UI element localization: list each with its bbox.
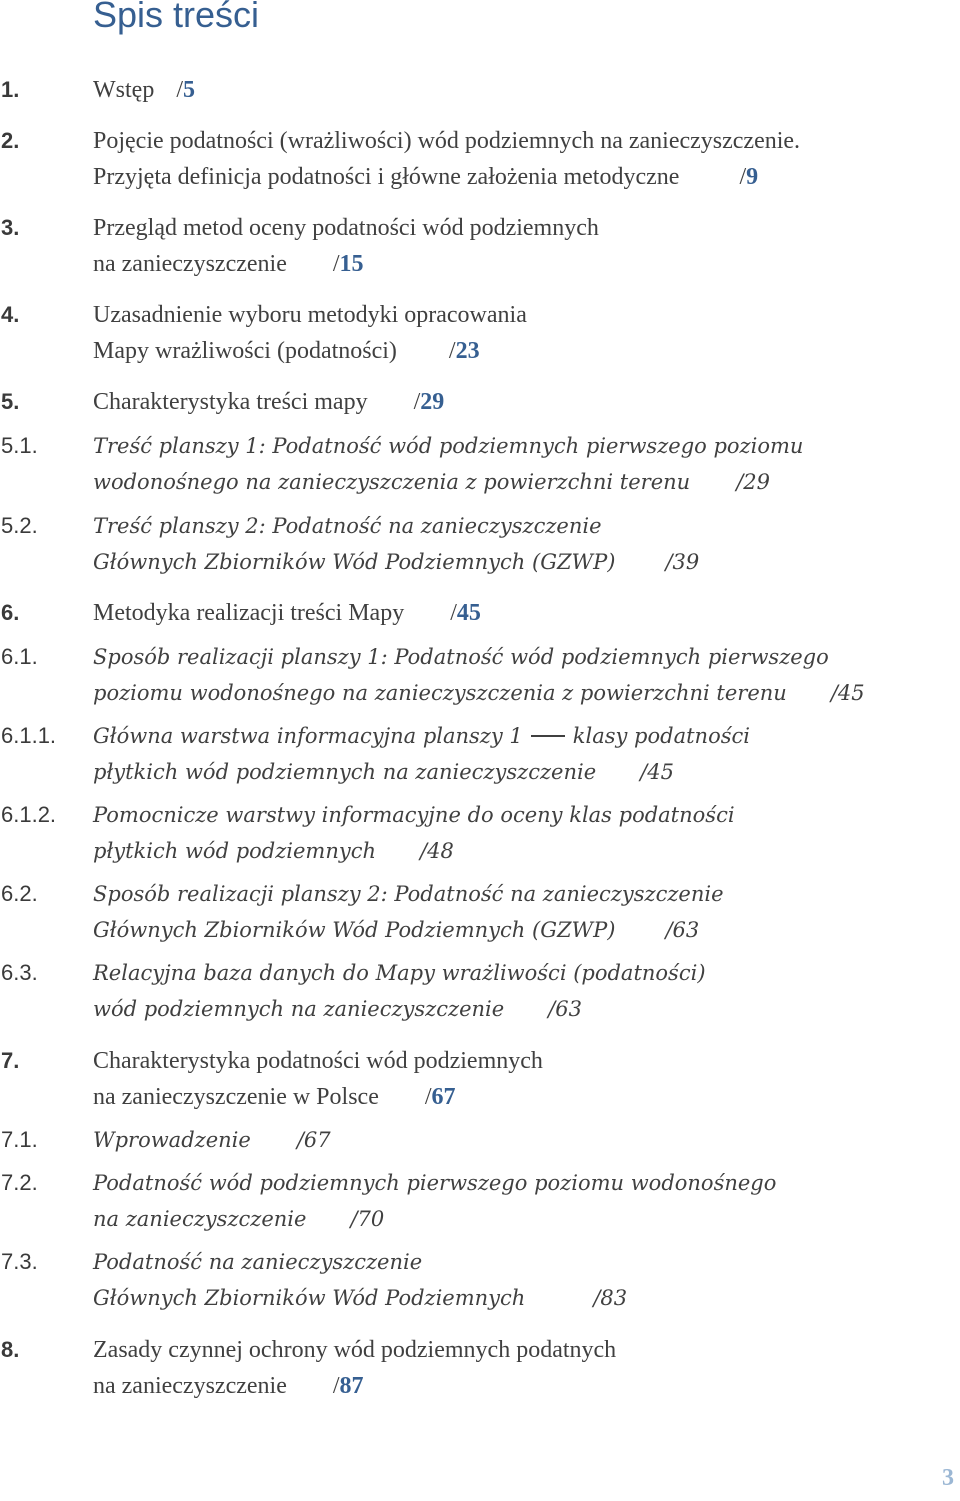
toc-entry-title: Główna warstwa informacyjna planszy 1 klasy podatności: [93, 724, 750, 748]
toc-page-ref: /63: [665, 918, 700, 942]
toc-page-ref: /45: [830, 681, 865, 705]
toc-entry-title: Pojęcie podatności (wrażliwości) wód podziemnych na zanieczyszczenie.: [93, 128, 801, 154]
toc-entry-title: Podatność na zanieczyszczenie: [93, 1250, 423, 1274]
toc-entry-title: Wprowadzenie /67: [93, 1128, 331, 1152]
toc-entry-title-cont: na zanieczyszczenie w Polsce /67: [93, 1084, 456, 1110]
toc-entry-title-cont: Mapy wrażliwości (podatności) /23: [93, 338, 480, 364]
toc-entry-number: 6.1.1.: [1, 723, 57, 748]
toc-page-ref: /29: [413, 389, 445, 415]
toc-entry-number: 7.: [1, 1048, 20, 1073]
toc-entry-title: Sposób realizacji planszy 1: Podatność wód podziemnych pierwszego: [93, 645, 829, 669]
toc-entry-number: 6.2.: [1, 881, 38, 906]
toc-entry-title: Uzasadnienie wyboru metodyki opracowania: [93, 302, 527, 328]
toc-entry-title: Treść planszy 1: Podatność wód podziemnych pierwszego poziomu: [93, 434, 804, 458]
toc-entry-number: 5.1.: [1, 433, 38, 458]
toc-entry-title-cont: na zanieczyszczenie /70: [93, 1207, 385, 1231]
toc-entry-title-cont: wodonośnego na zanieczyszczenia z powierzchni terenu /29: [93, 470, 770, 494]
toc-entry-title: Sposób realizacji planszy 2: Podatność na zanieczyszczenie: [93, 882, 724, 906]
toc-entry-number: 2.: [1, 128, 20, 153]
toc-entry-number: 7.1.: [1, 1127, 38, 1152]
toc-page-ref: /23: [448, 338, 480, 364]
toc-entry-title-cont: na zanieczyszczenie /87: [93, 1373, 364, 1399]
toc-entry-title: Relacyjna baza danych do Mapy wrażliwości (podatności): [93, 961, 706, 985]
toc-entry-title: Podatność wód podziemnych pierwszego poziomu wodonośnego: [93, 1171, 777, 1195]
toc-entry-title-cont: wód podziemnych na zanieczyszczenie /63: [93, 997, 582, 1021]
toc-page-ref: /63: [548, 997, 582, 1021]
toc-entry-number: 6.1.2.: [1, 802, 57, 827]
toc-entry-number: 4.: [1, 302, 20, 327]
toc-page-ref: /67: [296, 1128, 331, 1152]
toc-page-ref: /70: [350, 1207, 385, 1231]
toc-page-ref: /45: [640, 760, 674, 784]
toc-page-ref: /29: [736, 470, 770, 494]
toc-entry-title: Pomocnicze warstwy informacyjne do oceny klas podatności: [93, 803, 735, 827]
toc-entry-title: Charakterystyka treści mapy /29: [93, 389, 445, 415]
toc-entry-title-cont: na zanieczyszczenie /15: [93, 251, 364, 277]
toc-page-ref: /9: [739, 164, 759, 190]
toc-entry-title: Treść planszy 2: Podatność na zanieczyszczenie: [93, 514, 602, 538]
toc-entry-number: 6.3.: [1, 960, 38, 985]
toc-page-ref: /39: [665, 550, 700, 574]
toc-entry-number: 5.2.: [1, 513, 38, 538]
page-number: 3: [942, 1465, 954, 1491]
toc-entry-title-cont: płytkich wód podziemnych /48: [93, 839, 454, 863]
toc-entry-number: 7.2.: [1, 1170, 38, 1195]
toc-entry-title: Wstęp /5: [93, 77, 195, 103]
toc-entry-number: 5.: [1, 389, 20, 414]
toc-entry-number: 6.: [1, 600, 20, 625]
toc-page-ref: /67: [424, 1084, 456, 1110]
toc-entry-title-cont: Głównych Zbiorników Wód Podziemnych (GZWP) /39: [93, 550, 700, 574]
toc-entry-number: 8.: [1, 1337, 20, 1362]
toc-page-ref: /48: [420, 839, 454, 863]
toc-entry-title: Przegląd metod oceny podatności wód podziemnych: [93, 215, 599, 241]
toc-page-ref: /15: [332, 251, 364, 277]
toc-page-ref: /83: [593, 1286, 628, 1310]
toc-entry-title-cont: Głównych Zbiorników Wód Podziemnych (GZWP) /63: [93, 918, 700, 942]
toc-entry-number: 6.1.: [1, 644, 38, 669]
toc-page-ref: /87: [332, 1373, 364, 1399]
toc-entry-title-cont: Głównych Zbiorników Wód Podziemnych /83: [93, 1286, 628, 1310]
toc-page-ref: /45: [450, 600, 481, 626]
page-title: Spis treści: [93, 0, 260, 35]
toc-entry-number: 3.: [1, 215, 20, 240]
toc-entry-number: 7.3.: [1, 1249, 38, 1274]
em-dash: [531, 735, 565, 737]
toc-entry-title: Metodyka realizacji treści Mapy /45: [93, 600, 481, 626]
toc-entry-title-cont: Przyjęta definicja podatności i główne założenia metodyczne /9: [93, 164, 759, 190]
toc-entry-title-cont: poziomu wodonośnego na zanieczyszczenia z powierzchni terenu /45: [93, 681, 865, 705]
toc-entry-title: Charakterystyka podatności wód podziemnych: [93, 1048, 543, 1074]
toc-entry-title: Zasady czynnej ochrony wód podziemnych podatnych: [93, 1337, 617, 1363]
toc-entry-title-cont: płytkich wód podziemnych na zanieczyszczenie /45: [93, 760, 674, 784]
toc-entry-number: 1.: [1, 77, 20, 102]
toc-page-ref: /5: [176, 77, 195, 103]
